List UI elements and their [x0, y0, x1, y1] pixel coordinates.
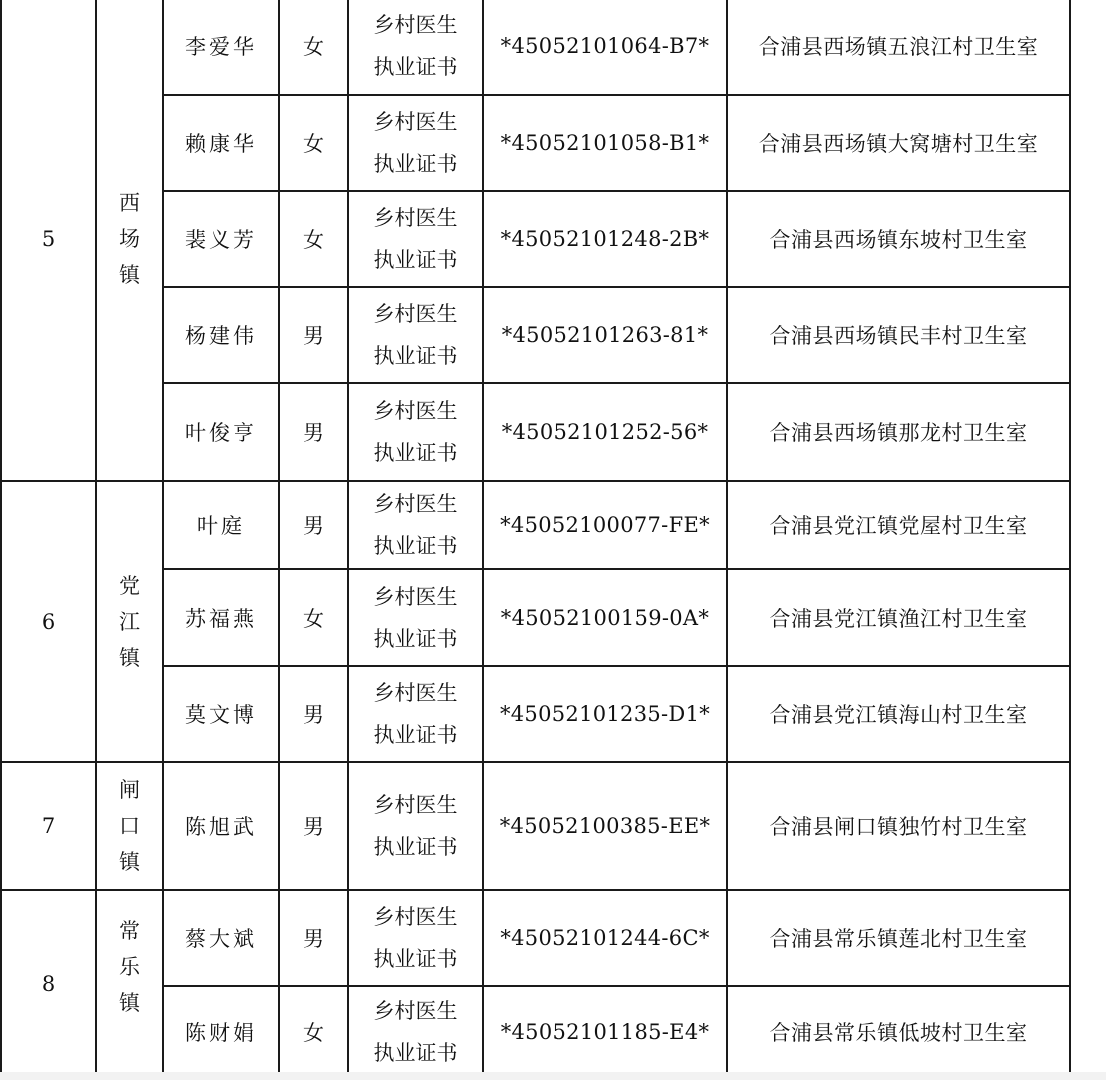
name-cell: 莫文博 — [163, 666, 279, 762]
cert-type-text: 乡村医生执业证书 — [373, 302, 458, 368]
name-cell: 叶俊亨 — [163, 383, 279, 481]
code-cell: *45052100159-0A* — [483, 569, 727, 666]
seq-cell: 5 — [1, 0, 96, 481]
table-row — [1, 762, 1070, 890]
town-cell — [96, 890, 163, 1078]
gender-cell: 男 — [279, 762, 348, 890]
gender-cell: 女 — [279, 986, 348, 1078]
workplace-cell: 合浦县常乐镇低坡村卫生室 — [727, 986, 1070, 1078]
cert-type-cell — [348, 890, 483, 986]
seq-cell: 8 — [1, 890, 96, 1078]
cert-type-cell — [348, 95, 483, 191]
cert-type-text: 乡村医生执业证书 — [373, 793, 458, 859]
cert-type-cell — [348, 986, 483, 1078]
gender-cell: 男 — [279, 890, 348, 986]
cert-type-cell — [348, 569, 483, 666]
table-row — [1, 890, 1070, 986]
code-cell: *45052101058-B1* — [483, 95, 727, 191]
workplace-cell: 合浦县西场镇民丰村卫生室 — [727, 287, 1070, 383]
town-name: 西场镇 — [119, 191, 140, 287]
workplace-cell: 合浦县西场镇五浪江村卫生室 — [727, 0, 1070, 95]
code-cell: *45052101248-2B* — [483, 191, 727, 287]
gender-cell: 男 — [279, 383, 348, 481]
cert-type-cell — [348, 666, 483, 762]
town-name: 常乐镇 — [119, 919, 140, 1015]
cert-type-text: 乡村医生执业证书 — [373, 206, 458, 272]
name-cell: 叶庭 — [163, 481, 279, 569]
code-cell: *45052101244-6C* — [483, 890, 727, 986]
cert-type-cell — [348, 481, 483, 569]
cert-type-cell — [348, 762, 483, 890]
gender-cell: 女 — [279, 0, 348, 95]
workplace-cell: 合浦县党江镇渔江村卫生室 — [727, 569, 1070, 666]
code-cell: *45052101064-B7* — [483, 0, 727, 95]
code-cell: *45052100077-FE* — [483, 481, 727, 569]
workplace-cell: 合浦县西场镇东坡村卫生室 — [727, 191, 1070, 287]
town-name: 党江镇 — [119, 573, 140, 670]
cert-type-text: 乡村医生执业证书 — [373, 999, 458, 1065]
workplace-cell: 合浦县党江镇海山村卫生室 — [727, 666, 1070, 762]
cert-type-text: 乡村医生执业证书 — [373, 584, 458, 651]
code-cell: *45052100385-EE* — [483, 762, 727, 890]
town-cell — [96, 0, 163, 481]
gender-cell: 女 — [279, 569, 348, 666]
name-cell: 杨建伟 — [163, 287, 279, 383]
cert-type-cell — [348, 287, 483, 383]
gender-cell: 女 — [279, 95, 348, 191]
cert-type-text: 乡村医生执业证书 — [373, 399, 458, 465]
code-cell: *45052101263-81* — [483, 287, 727, 383]
name-cell: 苏福燕 — [163, 569, 279, 666]
cert-type-cell — [348, 191, 483, 287]
gender-cell: 男 — [279, 481, 348, 569]
cert-type-text: 乡村医生执业证书 — [373, 905, 458, 971]
town-cell — [96, 481, 163, 762]
code-cell: *45052101235-D1* — [483, 666, 727, 762]
town-cell — [96, 762, 163, 890]
cert-type-text: 乡村医生执业证书 — [373, 681, 458, 747]
gender-cell: 女 — [279, 191, 348, 287]
workplace-cell: 合浦县西场镇大窝塘村卫生室 — [727, 95, 1070, 191]
table-row — [1, 481, 1070, 569]
workplace-cell: 合浦县西场镇那龙村卫生室 — [727, 383, 1070, 481]
name-cell: 裴义芳 — [163, 191, 279, 287]
workplace-cell: 合浦县常乐镇莲北村卫生室 — [727, 890, 1070, 986]
cert-type-cell — [348, 383, 483, 481]
workplace-cell: 合浦县党江镇党屋村卫生室 — [727, 481, 1070, 569]
page-bottom-edge — [0, 1072, 1106, 1080]
name-cell: 陈财娟 — [163, 986, 279, 1078]
cert-type-cell — [348, 0, 483, 95]
cert-type-text: 乡村医生执业证书 — [373, 13, 458, 79]
name-cell: 赖康华 — [163, 95, 279, 191]
name-cell: 李爱华 — [163, 0, 279, 95]
workplace-cell: 合浦县闸口镇独竹村卫生室 — [727, 762, 1070, 890]
table-row — [1, 0, 1070, 95]
gender-cell: 男 — [279, 287, 348, 383]
name-cell: 蔡大斌 — [163, 890, 279, 986]
code-cell: *45052101252-56* — [483, 383, 727, 481]
seq-cell: 7 — [1, 762, 96, 890]
name-cell: 陈旭武 — [163, 762, 279, 890]
town-name: 闸口镇 — [119, 778, 140, 874]
cert-type-text: 乡村医生执业证书 — [373, 110, 458, 176]
code-cell: *45052101185-E4* — [483, 986, 727, 1078]
gender-cell: 男 — [279, 666, 348, 762]
cert-type-text: 乡村医生执业证书 — [373, 492, 458, 558]
seq-cell: 6 — [1, 481, 96, 762]
